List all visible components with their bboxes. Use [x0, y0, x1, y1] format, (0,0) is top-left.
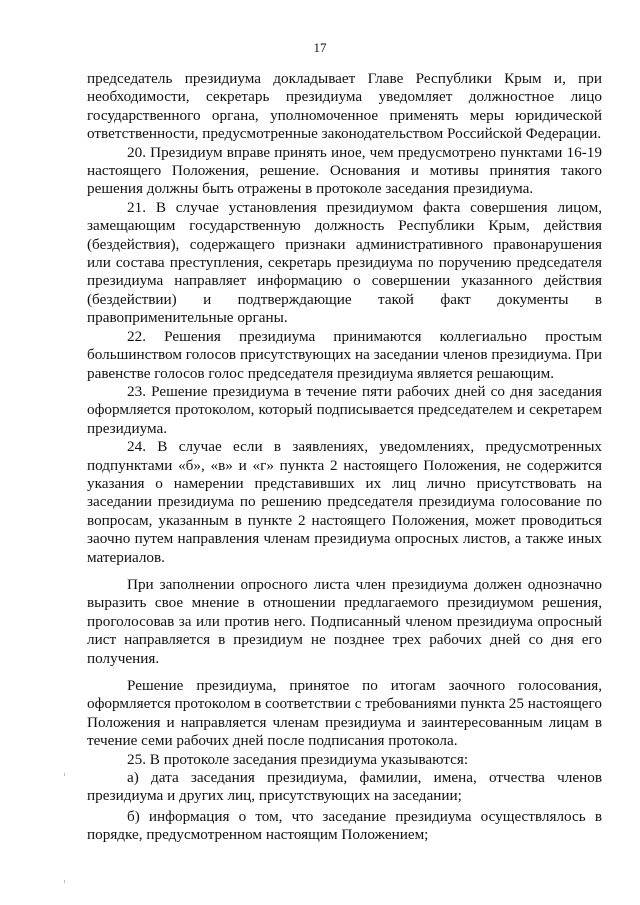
scan-mark: [64, 773, 65, 776]
paragraph-19-continuation: председатель президиума докладывает Главе Республики Крым и, при необходимости, секретарь президиума уведомляет должностное лицо государственного органа, уполномоченное применять меры юридической ответственности, предусмотренные законодательством Российской Федерации.: [87, 70, 602, 143]
paragraph-24-absentee-decision: Решение президиума, принятое по итогам заочного голосования, оформляется протоколом в соответствии с требованиями пункта 25 настоящего Положения и направляется членам президиума и заинтересованным лицам в течение семи рабочих дней после подписания протокола.: [87, 677, 602, 750]
paragraph-25: 25. В протоколе заседания президиума указываются:: [127, 750, 469, 768]
paragraph-24: 24. В случае если в заявлениях, уведомлениях, предусмотренных подпунктами «б», «в» и «г» пункта 2 настоящего Положения, не содержится указания о намерении представивших их лиц лично присутствовать на заседании президиума по решению председателя президиума голосование по вопросам, указанным в пункте 2 настоящего Положения, может проводиться заочно путем направления членам президиума опросных листов, а также иных материалов.: [87, 438, 602, 566]
paragraph-22: 22. Решения президиума принимаются коллегиально простым большинством голосов присутствующих на заседании членов президиума. При равенстве голосов голос председателя президиума является решающим.: [87, 327, 602, 382]
page-number: 17: [313, 40, 327, 55]
paragraph-25-item-a: а) дата заседания президиума, фамилии, имена, отчества членов президиума и других лиц, присутствующих на заседании;: [87, 769, 602, 805]
paragraph-21: 21. В случае установления президиумом факта совершения лицом, замещающим государственную должность Республики Крым, действия (бездействия), содержащего признаки административного правонарушения или состава преступления, секретарь президиума по поручению председателя президиума направляет информацию о совершении указанного действия (бездействии) и подтверждающие такой факт документы в правоприменительные органы.: [87, 198, 602, 327]
paragraph-25-item-b: б) информация о том, что заседание президиума осуществлялось в порядке, предусмотренном настоящим Положением;: [87, 807, 602, 844]
paragraph-20: 20. Президиум вправе принять иное, чем предусмотрено пунктами 16-19 настоящего Положения, решение. Основания и мотивы принятия такого решения должны быть отражены в протоколе заседания президиума.: [87, 143, 602, 198]
paragraph-24-questionnaire: При заполнении опросного листа член президиума должен однозначно выразить свое мнение в отношении предлагаемого президиумом решения, проголосовав за или против него. Подписанный членом президиума опросный лист направляется в президиум не позднее трех рабочих дней со дня его получения.: [87, 575, 602, 667]
paragraph-23: 23. Решение президиума в течение пяти рабочих дней со дня заседания оформляется протоколом, который подписывается председателем и секретарем президиума.: [87, 382, 602, 437]
document-body: [87, 70, 602, 845]
scan-mark: [64, 880, 65, 883]
